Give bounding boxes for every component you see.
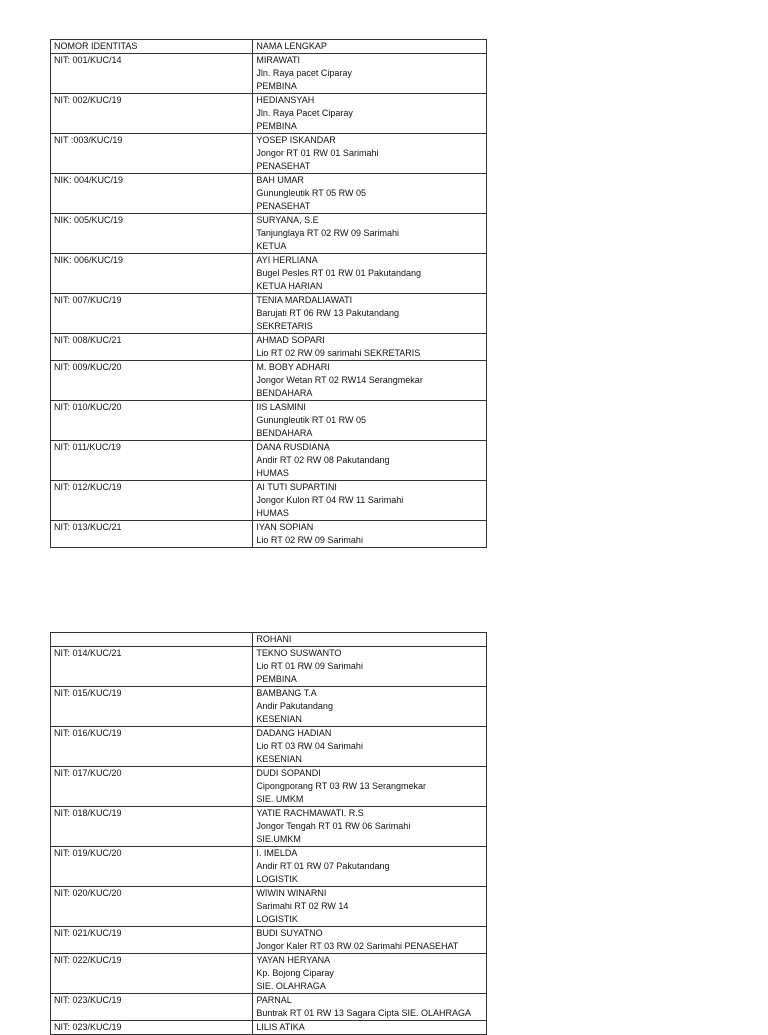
member-detail-line: SEKRETARIS bbox=[256, 321, 313, 331]
member-id-cell: NIT: 008/KUC/21 bbox=[51, 334, 253, 361]
member-name: M. BOBY ADHARI bbox=[256, 362, 330, 372]
member-detail-line: PEMBINA bbox=[256, 674, 297, 684]
member-detail-line: Lio RT 02 RW 09 Sarimahi bbox=[256, 535, 363, 545]
member-detail-line: Jln. Raya pacet Ciparay bbox=[256, 68, 352, 78]
member-detail-cell bbox=[253, 687, 487, 727]
member-detail-line: Gunungleutik RT 05 RW 05 bbox=[256, 188, 366, 198]
member-table-2 bbox=[50, 632, 487, 1035]
member-detail-line: Cipongporang RT 03 RW 13 Serangmekar bbox=[256, 781, 426, 791]
member-detail-line: KESENIAN bbox=[256, 754, 302, 764]
member-id-cell: NIT: 001/KUC/14 bbox=[51, 54, 253, 94]
member-id-cell: NIT: 013/KUC/21 bbox=[51, 521, 253, 548]
member-detail-line: Andir Pakutandang bbox=[256, 701, 333, 711]
member-detail-line: Andir RT 01 RW 07 Pakutandang bbox=[256, 861, 390, 871]
member-detail-line: Kp. Bojong Ciparay bbox=[256, 968, 334, 978]
member-detail-line: SIE.UMKM bbox=[256, 834, 301, 844]
member-id-cell: NIT: 023/KUC/19 bbox=[51, 1021, 253, 1035]
member-id-cell: NIT: 015/KUC/19 bbox=[51, 687, 253, 727]
member-detail-cell bbox=[253, 647, 487, 687]
member-name: TENIA MARDALIAWATI bbox=[256, 295, 353, 305]
member-detail-line: PEMBINA bbox=[256, 121, 297, 131]
member-detail-line: Barujati RT 06 RW 13 Pakutandang bbox=[256, 308, 399, 318]
member-detail-line: Buntrak RT 01 RW 13 Sagara Cipta SIE. OLAHRAGA bbox=[256, 1008, 471, 1018]
table-row bbox=[51, 887, 487, 927]
member-detail-line: SIE. UMKM bbox=[256, 794, 304, 804]
member-detail-cell bbox=[253, 214, 487, 254]
member-name: HEDIANSYAH bbox=[256, 95, 315, 105]
member-detail-line: Tanjunglaya RT 02 RW 09 Sarimahi bbox=[256, 228, 399, 238]
member-detail-line: Andir RT 02 RW 08 Pakutandang bbox=[256, 455, 390, 465]
header-name-cell: NAMA LENGKAP bbox=[253, 40, 487, 54]
member-detail-cell bbox=[253, 887, 487, 927]
table-row bbox=[51, 94, 487, 134]
table-header-row bbox=[51, 40, 487, 54]
member-id-cell: NIK: 006/KUC/19 bbox=[51, 254, 253, 294]
member-detail-cell bbox=[253, 521, 487, 548]
member-id-cell: NIT: 016/KUC/19 bbox=[51, 727, 253, 767]
member-detail-line: Jongor Tengah RT 01 RW 06 Sarimahi bbox=[256, 821, 411, 831]
member-detail-line: PENASEHAT bbox=[256, 161, 311, 171]
member-id-cell: NIT: 021/KUC/19 bbox=[51, 927, 253, 954]
member-id-cell: NIT: 007/KUC/19 bbox=[51, 294, 253, 334]
member-id-cell: NIK: 005/KUC/19 bbox=[51, 214, 253, 254]
member-detail-line: KESENIAN bbox=[256, 714, 302, 724]
table-row bbox=[51, 441, 487, 481]
member-detail-cell bbox=[253, 441, 487, 481]
member-name: WIWIN WINARNI bbox=[256, 888, 327, 898]
member-name: IIS LASMINI bbox=[256, 402, 306, 412]
member-id-cell: NIT: 023/KUC/19 bbox=[51, 994, 253, 1021]
member-table-1 bbox=[50, 39, 487, 548]
table-row bbox=[51, 134, 487, 174]
table-row bbox=[51, 687, 487, 727]
member-detail-line: HUMAS bbox=[256, 468, 289, 478]
member-detail-cell bbox=[253, 847, 487, 887]
member-detail-line: Jongor Wetan RT 02 RW14 Serangmekar bbox=[256, 375, 423, 385]
member-name: IYAN SOPIAN bbox=[256, 522, 314, 532]
member-id-cell: NIT: 002/KUC/19 bbox=[51, 94, 253, 134]
member-detail-line: BENDAHARA bbox=[256, 388, 313, 398]
member-name: AYI HERLIANA bbox=[256, 255, 318, 265]
member-detail-line: BENDAHARA bbox=[256, 428, 313, 438]
member-detail-cell bbox=[253, 54, 487, 94]
member-detail-cell bbox=[253, 401, 487, 441]
member-detail-line: Lio RT 03 RW 04 Sarimahi bbox=[256, 741, 363, 751]
member-detail-line: SIE. OLAHRAGA bbox=[256, 981, 326, 991]
member-table-2-body bbox=[51, 633, 487, 1035]
member-table-1-body bbox=[51, 40, 487, 548]
member-name: LILIS ATIKA bbox=[256, 1022, 305, 1032]
table-row bbox=[51, 521, 487, 548]
member-id-cell: NIT :003/KUC/19 bbox=[51, 134, 253, 174]
member-detail-cell bbox=[253, 94, 487, 134]
header-id-cell: NOMOR IDENTITAS bbox=[51, 40, 253, 54]
member-name: YATIE RACHMAWATI. R.S bbox=[256, 808, 364, 818]
member-name: DUDI SOPANDI bbox=[256, 768, 321, 778]
member-detail-cell bbox=[253, 767, 487, 807]
member-id-cell: NIT: 012/KUC/19 bbox=[51, 481, 253, 521]
table-row bbox=[51, 847, 487, 887]
table-row bbox=[51, 1021, 487, 1035]
table-row bbox=[51, 767, 487, 807]
table-row bbox=[51, 954, 487, 994]
member-detail-line: Lio RT 01 RW 09 Sarimahi bbox=[256, 661, 363, 671]
member-detail-line: Jongor Kaler RT 03 RW 02 Sarimahi PENASEHAT bbox=[256, 941, 459, 951]
member-name: DADANG HADIAN bbox=[256, 728, 332, 738]
member-id-cell: NIK: 004/KUC/19 bbox=[51, 174, 253, 214]
member-detail-line: Jongor Kulon RT 04 RW 11 Sarimahi bbox=[256, 495, 404, 505]
member-id-cell: NIT: 017/KUC/20 bbox=[51, 767, 253, 807]
table-row bbox=[51, 214, 487, 254]
member-name: DANA RUSDIANA bbox=[256, 442, 330, 452]
header-id-cell bbox=[51, 633, 253, 647]
member-detail-line: Jln. Raya Pacet Ciparay bbox=[256, 108, 353, 118]
member-detail-cell bbox=[253, 361, 487, 401]
table-row bbox=[51, 927, 487, 954]
member-name: PARNAL bbox=[256, 995, 292, 1005]
member-detail-line: Sarimahi RT 02 RW 14 bbox=[256, 901, 349, 911]
table-row bbox=[51, 361, 487, 401]
member-name: AI TUTI SUPARTINI bbox=[256, 482, 337, 492]
member-id-cell: NIT: 018/KUC/19 bbox=[51, 807, 253, 847]
member-detail-cell bbox=[253, 994, 487, 1021]
member-detail-line: Lio RT 02 RW 09 sarimahi SEKRETARIS bbox=[256, 348, 421, 358]
table-row bbox=[51, 294, 487, 334]
header-name-cell: ROHANI bbox=[253, 633, 487, 647]
table-row bbox=[51, 174, 487, 214]
member-detail-cell bbox=[253, 334, 487, 361]
member-detail-cell bbox=[253, 294, 487, 334]
member-detail-line: HUMAS bbox=[256, 508, 289, 518]
member-detail-line: PENASEHAT bbox=[256, 201, 311, 211]
member-detail-line: Gunungleutik RT 01 RW 05 bbox=[256, 415, 366, 425]
member-detail-line: Jongor RT 01 RW 01 Sarimahi bbox=[256, 148, 379, 158]
member-detail-line: LOGISTIK bbox=[256, 914, 298, 924]
member-detail-line: Bugel Pesles RT 01 RW 01 Pakutandang bbox=[256, 268, 421, 278]
table-row bbox=[51, 401, 487, 441]
member-detail-cell bbox=[253, 1021, 487, 1035]
member-detail-cell bbox=[253, 254, 487, 294]
table-row bbox=[51, 334, 487, 361]
member-name: I. IMELDA bbox=[256, 848, 298, 858]
table-row bbox=[51, 994, 487, 1021]
member-id-cell: NIT: 011/KUC/19 bbox=[51, 441, 253, 481]
member-id-cell: NIT: 020/KUC/20 bbox=[51, 887, 253, 927]
member-detail-line: PEMBINA bbox=[256, 81, 297, 91]
member-detail-cell bbox=[253, 927, 487, 954]
member-name: TEKNO SUSWANTO bbox=[256, 648, 342, 658]
member-detail-cell bbox=[253, 481, 487, 521]
table-row bbox=[51, 481, 487, 521]
table-row bbox=[51, 647, 487, 687]
member-name: BAMBANG T.A bbox=[256, 688, 317, 698]
member-id-cell: NIT: 010/KUC/20 bbox=[51, 401, 253, 441]
member-name: BUDI SUYATNO bbox=[256, 928, 323, 938]
table-header-row bbox=[51, 633, 487, 647]
member-detail-cell bbox=[253, 134, 487, 174]
member-id-cell: NIT: 014/KUC/21 bbox=[51, 647, 253, 687]
table-row bbox=[51, 727, 487, 767]
member-id-cell: NIT: 009/KUC/20 bbox=[51, 361, 253, 401]
member-name: YAYAN HERYANA bbox=[256, 955, 331, 965]
table-row bbox=[51, 807, 487, 847]
member-name: MIRAWATI bbox=[256, 55, 301, 65]
member-id-cell: NIT: 022/KUC/19 bbox=[51, 954, 253, 994]
member-detail-line: LOGISTIK bbox=[256, 874, 298, 884]
member-detail-cell bbox=[253, 174, 487, 214]
member-detail-line: KETUA bbox=[256, 241, 287, 251]
table-row bbox=[51, 254, 487, 294]
member-name: AHMAD SOPARI bbox=[256, 335, 325, 345]
member-id-cell: NIT: 019/KUC/20 bbox=[51, 847, 253, 887]
member-detail-line: KETUA HARIAN bbox=[256, 281, 323, 291]
table-row bbox=[51, 54, 487, 94]
member-detail-cell bbox=[253, 954, 487, 994]
member-name: YOSEP ISKANDAR bbox=[256, 135, 336, 145]
member-detail-cell bbox=[253, 727, 487, 767]
member-name: SURYANA, S.E bbox=[256, 215, 319, 225]
member-detail-cell bbox=[253, 807, 487, 847]
member-name: BAH UMAR bbox=[256, 175, 304, 185]
